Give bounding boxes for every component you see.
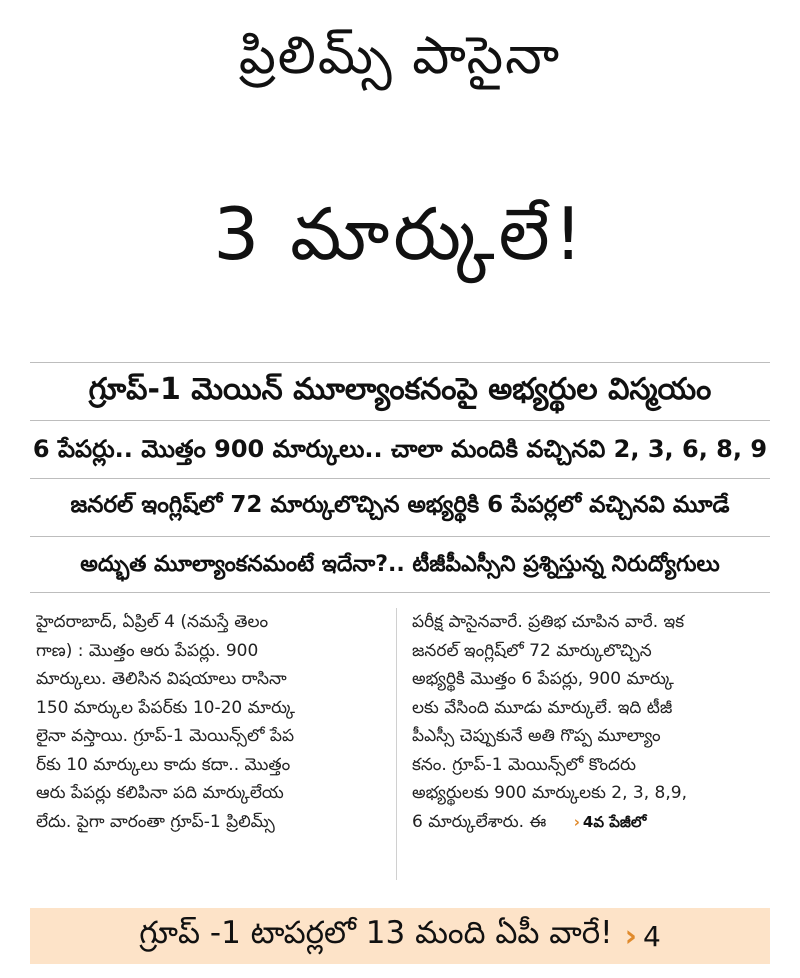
article-line: లకు వేసింది మూడు మార్కులే. ఇది టీజీ: [412, 697, 673, 718]
divider: [30, 420, 770, 421]
divider: [30, 362, 770, 363]
article-line: అభ్యర్థికి మొత్తం 6 పేపర్లు, 900 మార్కు: [412, 669, 674, 689]
headline-line-2: 3 మార్కులే!: [213, 192, 587, 276]
article-column-left: [36, 608, 381, 836]
article-line: అభ్యర్థులకు 900 మార్కులకు 2, 3, 8,9,: [412, 783, 687, 803]
column-divider: [396, 608, 397, 880]
article-line: ర్‌కు 10 మార్కులు కాదు కదా.. మొత్తం: [36, 754, 291, 775]
article-line: పరీక్ష పాసైనవారే. ప్రతిభ చూపిన వారే. ఇక: [412, 612, 685, 632]
subheading-3: జనరల్ ఇంగ్లిష్‌లో 72 మార్కులొచ్చిన అభ్యర్థికి 6 పేపర్లలో వచ్చినవి మూడే: [70, 492, 730, 518]
continued-on-page: [574, 808, 647, 837]
banner-page-number: 4: [642, 919, 661, 953]
article-line: 150 మార్కుల పేపర్‌కు 10-20 మార్కు: [36, 697, 295, 718]
article-line: లేదు. పైగా వారంతా గ్రూప్-1 ప్రిలిమ్స్: [36, 811, 275, 832]
chevron-right-icon: ›: [624, 918, 637, 954]
article-line-text: 6 మార్కులేశారు. ఈ: [412, 811, 547, 832]
banner-text: గ్రూప్ -1 టాపర్లలో 13 మంది ఏపీ వారే!: [139, 914, 613, 951]
article-line: హైదరాబాద్, ఏప్రిల్ 4 (నమస్తే తెలం: [36, 612, 269, 632]
article-line-last: [412, 808, 757, 837]
article-line: కనం. గ్రూప్-1 మెయిన్స్‌లో కొందరు: [412, 754, 636, 775]
article-column-right: [412, 608, 757, 836]
article-line: జనరల్ ఇంగ్లిష్‌లో 72 మార్కులొచ్చిన: [412, 640, 652, 661]
article-line: గాణ) : మొత్తం ఆరు పేపర్లు. 900: [36, 640, 259, 661]
related-story-banner: [30, 908, 770, 964]
divider: [30, 592, 770, 593]
chevron-right-icon: ›: [573, 812, 580, 831]
subheading-1: గ్రూప్-1 మెయిన్ మూల్యాంకనంపై అభ్యర్థుల విస్మయం: [88, 372, 712, 407]
continued-label: 4వ పేజీలో: [582, 812, 647, 831]
headline-line-1: ప్రిలిమ్స్ పాసైనా: [238, 26, 562, 86]
subheading-4: అద్భుత మూల్యాంకనమంటే ఇదేనా?.. టీజీపీఎస్సీని ప్రశ్నిస్తున్న నిరుద్యోగులు: [80, 552, 720, 577]
divider: [30, 478, 770, 479]
divider: [30, 536, 770, 537]
article-line: మార్కులు. తెలిసిన విషయాలు రాసినా: [36, 669, 287, 689]
article-line: పీఎస్సీ చెప్పుకునే అతి గొప్ప మూల్యాం: [412, 726, 661, 746]
article-line: ఆరు పేపర్లు కలిపినా పది మార్కులేయ: [36, 783, 284, 803]
subheading-2: 6 పేపర్లు.. మొత్తం 900 మార్కులు.. చాలా మందికి వచ్చినవి 2, 3, 6, 8, 9: [32, 435, 768, 463]
article-line: లైనా వస్తాయి. గ్రూప్-1 మెయిన్స్‌లో పేప: [36, 726, 295, 746]
